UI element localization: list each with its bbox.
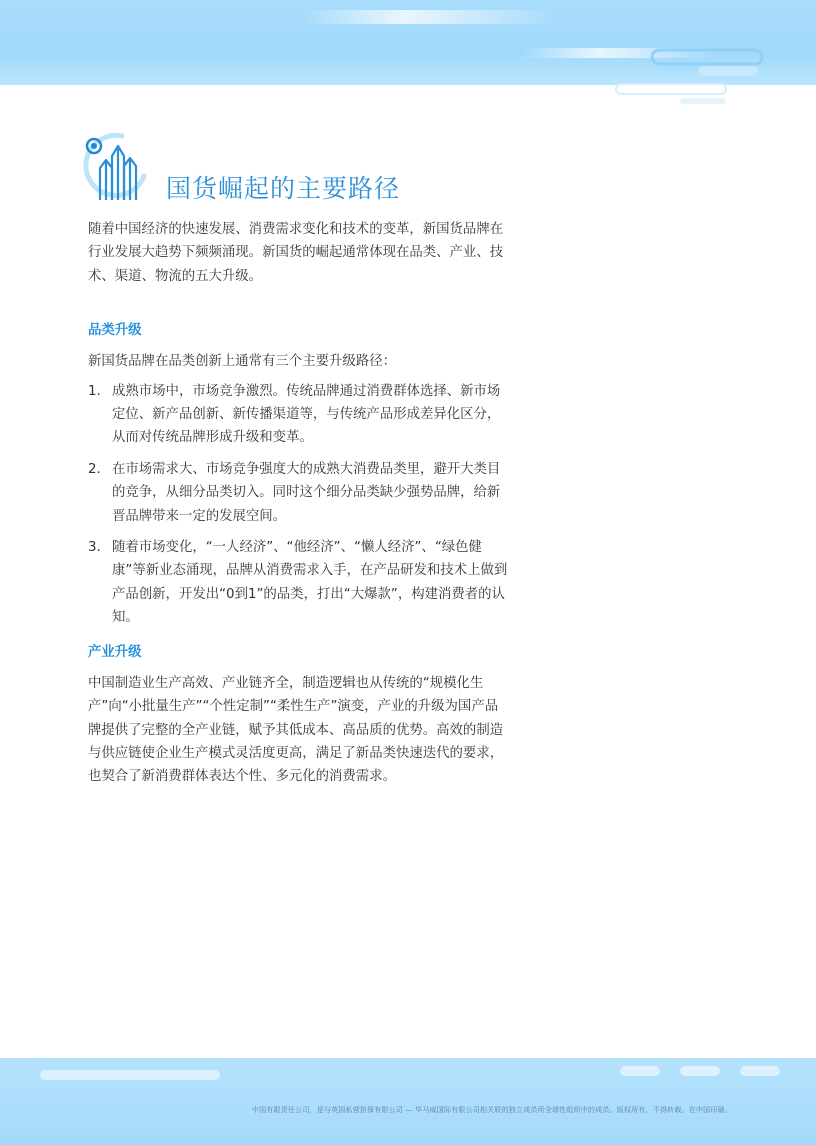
upgrade-path-list bbox=[88, 380, 508, 630]
list-item bbox=[88, 380, 508, 450]
industry-paragraph: 中国制造业生产高效、产业链齐全，制造逻辑也从传统的“规模化生产”向“小批量生产”“个性定制”“柔性生产”演变，产业的升级为国产品牌提供了完整的全产业链，赋予其低成本、高品质的优势。高效的制造与供应链使企业生产模式灵活度更高，满足了新品类快速迭代的要求，也契合了新消费群体表达个性、多元化的消费需求。 bbox=[88, 675, 504, 785]
header-streak bbox=[520, 48, 720, 58]
footer-streak bbox=[680, 1066, 720, 1076]
rising-buildings-icon bbox=[78, 128, 150, 204]
footer-streak bbox=[40, 1070, 220, 1080]
list-text: 随着市场变化，“一人经济”、“他经济”、“懒人经济”、“绿色健康”等新业态涌现，品牌从消费需求入手，在产品研发和技术上做到产品创新，开发出“0到1”的品类，打出“大爆款”，构建消费者的认知。 bbox=[112, 540, 508, 626]
list-number: 3. bbox=[88, 540, 101, 556]
list-item bbox=[88, 536, 508, 630]
list-text: 在市场需求大、市场竞争强度大的成熟大消费品类里，避开大类目的竞争，从细分品类切入。同时这个细分品类缺少强势品牌，给新晋品牌带来一定的发展空间。 bbox=[112, 461, 501, 524]
section-lead: 新国货品牌在品类创新上通常有三个主要升级路径： bbox=[88, 354, 396, 370]
header-streak bbox=[300, 10, 560, 24]
footer-streak bbox=[740, 1066, 780, 1076]
main-content bbox=[88, 218, 508, 789]
list-text: 成熟市场中，市场竞争激烈。传统品牌通过消费群体选择、新市场定位、新产品创新、新传播渠道等，与传统产品形成差异化区分，从而对传统品牌形成升级和变革。 bbox=[112, 383, 501, 446]
intro-paragraph: 随着中国经济的快速发展、消费需求变化和技术的变革，新国货品牌在行业发展大趋势下频频涌现。新国货的崛起通常体现在品类、产业、技术、渠道、物流的五大升级。 bbox=[88, 222, 504, 284]
list-number: 1. bbox=[88, 383, 101, 399]
header-band bbox=[0, 0, 816, 85]
footer-band bbox=[0, 1058, 816, 1145]
page-title: 国货崛起的主要路径 bbox=[166, 173, 401, 203]
section-heading-category: 品类升级 bbox=[88, 323, 142, 339]
list-number: 2. bbox=[88, 461, 101, 477]
list-item bbox=[88, 458, 508, 528]
footer-disclaimer: 中国有限责任公司，是与英国私营担保有限公司 — 毕马威国际有限公司相关联的独立成员所全球性组织中的成员。版权所有，不得转载。在中国印刷。 bbox=[251, 1106, 732, 1114]
footer-streak bbox=[620, 1066, 660, 1076]
section-heading-industry: 产业升级 bbox=[88, 644, 142, 660]
